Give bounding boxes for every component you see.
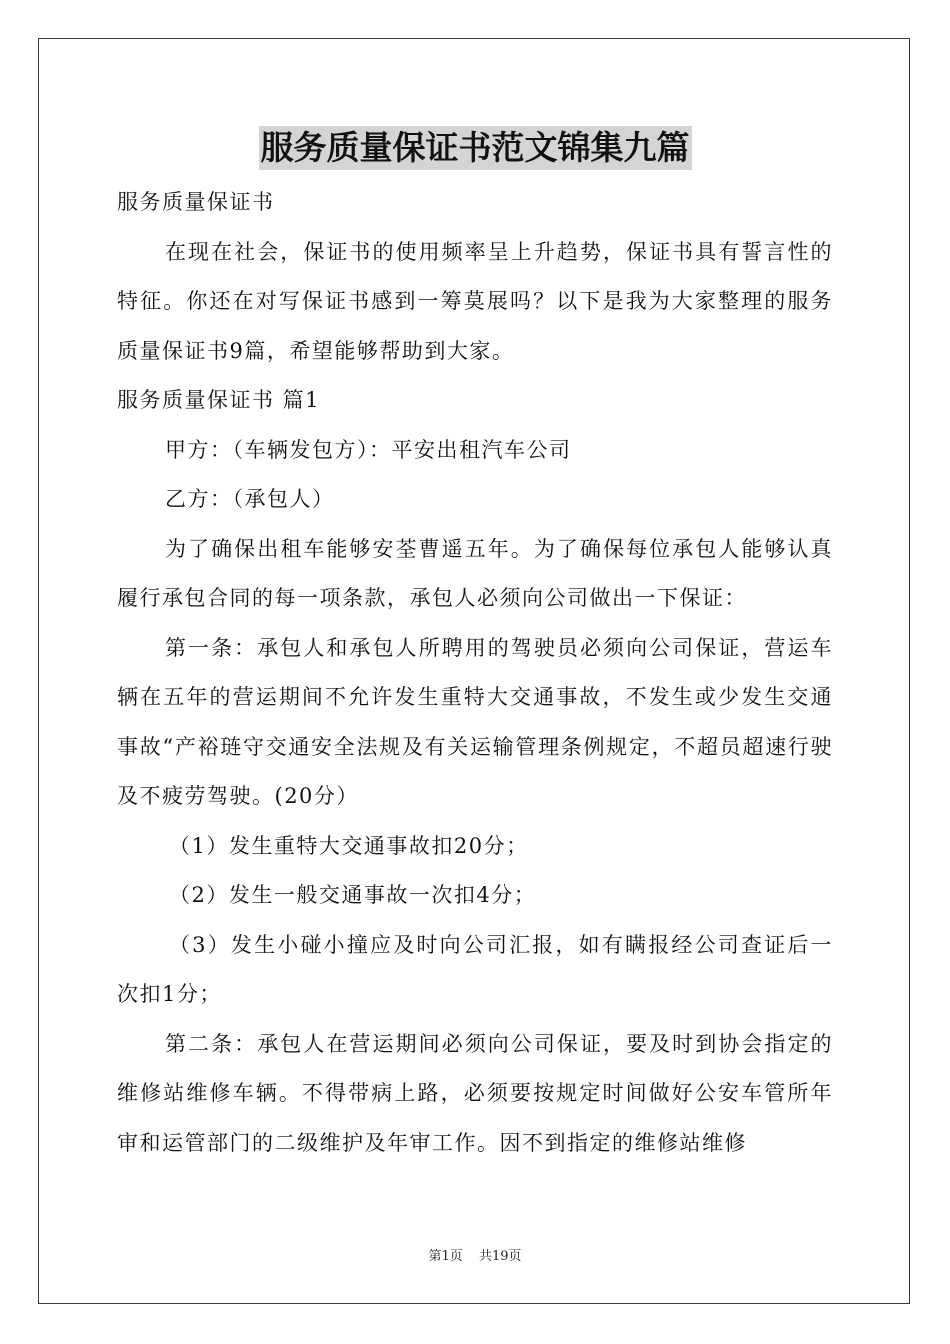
paragraph-4: 乙方：（承包人） (165, 487, 335, 511)
paragraph-9: （3）发生小碰小撞应及时向公司汇报，如有瞒报经公司查证后一次扣1分； (117, 932, 833, 1006)
paragraph-6: 第一条：承包人和承包人所聘用的驾驶员必须向公司保证，营运车辆在五年的营运期间不允许发生重特大交通事故，不发生或少发生交通事故“产裕琏守交通安全法规及有关运输管理条例规定，不超员超速行驶及不疲劳驾驶。(20分） (117, 635, 833, 808)
page-total: 共19页 (478, 1249, 522, 1264)
page-footer (0, 1245, 950, 1264)
paragraph-10: 第二条：承包人在营运期间必须向公司保证，要及时到协会指定的维修站维修车辆。不得带病上路，必须要按规定时间做好公安车管所年审和运管部门的二级维护及年审工作。因不到指定的维修站维修 (117, 1031, 833, 1155)
paragraph-2: 服务质量保证书 篇1 (117, 388, 321, 412)
title-container (0, 126, 950, 170)
paragraph-5: 为了确保出租车能够安荃曹遥五年。为了确保每位承包人能够认真履行承包合同的每一项条款，承包人必须向公司做出一下保证： (117, 536, 833, 610)
paragraph-7: （1）发生重特大交通事故扣20分； (169, 833, 529, 858)
paragraph-8: （2）发生一般交通事故一次扣4分； (169, 883, 537, 907)
paragraph-3: 甲方：（车辆发包方）：平安出租汽车公司 (165, 437, 572, 462)
paragraph-0: 服务质量保证书 (117, 190, 275, 214)
document-title: 服务质量保证书范文锦集九篇 (259, 126, 692, 170)
page-number: 第1页 (428, 1249, 463, 1264)
document-body (117, 178, 833, 1168)
paragraph-1: 在现在社会，保证书的使用频率呈上升趋势，保证书具有誓言性的特征。你还在对写保证书感到一筹莫展吗？以下是我为大家整理的服务质量保证书9篇，希望能够帮助到大家。 (117, 239, 833, 363)
